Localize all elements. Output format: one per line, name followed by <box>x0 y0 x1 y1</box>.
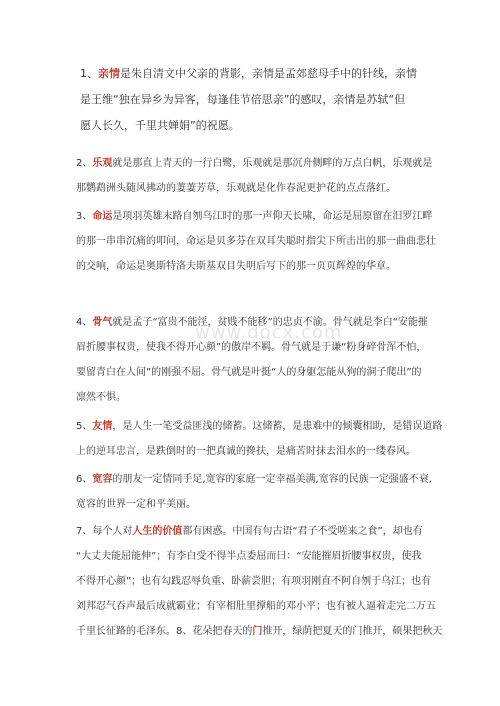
item-number: 6、 <box>76 474 93 485</box>
line-text: 就是孟子“富贵不能淫，贫贱不能移”的忠贞不渝。骨气就是李白“安能摧 <box>112 317 428 328</box>
text-line <box>76 414 448 439</box>
text-line: 那鹦鹉洲头随风拂动的萋萋芳草，乐观就是化作春泥更护花的点点落红。 <box>76 183 396 194</box>
paragraph-family-love <box>80 61 440 139</box>
item-number: 4、 <box>76 317 93 328</box>
item-number: 2、 <box>76 158 93 169</box>
text-line: 宽容的世界一定和平美丽。 <box>76 499 196 510</box>
keyword-highlight: 门 <box>252 626 263 637</box>
line-text: 千里长征路的毛泽东。8、花朵把春天的 <box>76 626 253 637</box>
paragraph-optimism <box>76 151 448 201</box>
line-text: 是项羽英雄末路自刎乌江时的那一声仰天长啸，命运是屈原留在汨罗江畔 <box>112 211 433 222</box>
keyword-highlight: 命运 <box>92 211 113 222</box>
keyword-highlight: 宽容 <box>92 474 113 485</box>
text-line: 不得开心颜”；也有勾践忍辱负重、卧薪尝胆；有项羽刚直不阿自刎于乌江；也有 <box>76 576 432 587</box>
keyword-highlight: 骨气 <box>92 317 113 328</box>
line-text: 就是那直上青天的一行白鹭，乐观就是那沉舟侧畔的万点白帆，乐观就是 <box>112 158 433 169</box>
line-text: ，是人生一笔受益匪浅的储蓄。这储蓄，是患难中的倾囊相助，是错误道路 <box>112 421 443 432</box>
text-line <box>76 204 448 229</box>
line-text: 都有困惑。中国有句古语“君子不受嗟来之食”，却也有 <box>182 526 423 537</box>
text-line: 的那一串串沉痛的叩问，命运是贝多芬在双耳失聪时指尖下所击出的那一曲曲悲壮 <box>76 236 436 247</box>
text-line: 是王维“独在异乡为异客，每逢佳节倍思亲”的感叹，亲情是苏轼“但 <box>80 93 406 106</box>
text-line: 要留青白在人间”的刚强不屈。骨气就是叶挺“人的身躯怎能从狗的洞子爬出”的 <box>76 367 422 378</box>
paragraph-friendship <box>76 414 448 464</box>
paragraph-destiny <box>76 204 448 279</box>
line-text: 是朱自清文中父亲的背影，亲情是孟郊慈母手中的针线，亲情 <box>120 67 417 80</box>
item-number: 1、 <box>80 67 98 80</box>
watermark: www.docx.com <box>195 322 343 343</box>
item-number: 5、 <box>76 421 93 432</box>
text-line: 刘邦忍气吞声最后成就霸业；有宰相肚里撑船的邓小平；也有被人逼着走完二万五 <box>76 601 436 612</box>
text-line <box>76 310 448 335</box>
text-line: 的交响，命运是奥斯特洛夫斯基双目失明后写下的那一页页辉煌的华章。 <box>76 261 396 272</box>
text-line: 上的逆耳忠言，是跌倒时的一把真诚的搀扶，是痛苦时抹去泪水的一缕春风。 <box>76 446 416 457</box>
item-number: 3、 <box>76 211 93 222</box>
text-line: 凛然不惧。 <box>76 392 126 403</box>
line-text: 的朋友一定情同手足,宽容的家庭一定幸福美满,宽容的民族一定强盛不衰, <box>112 474 432 485</box>
text-line <box>80 61 440 87</box>
paragraph-life-value <box>76 519 448 644</box>
text-line <box>76 151 448 176</box>
text-line: “大丈夫能屈能伸”；有李白受不得半点委屈而曰：“安能摧眉折腰事权贵，使我 <box>76 551 422 562</box>
keyword-highlight: 乐观 <box>92 158 113 169</box>
keyword-highlight: 亲情 <box>98 67 120 80</box>
paragraph-tolerance <box>76 467 448 517</box>
text-line <box>76 519 448 544</box>
paragraph-integrity <box>76 310 448 410</box>
text-line: 愿人长久，千里共婵娟”的祝愿。 <box>80 119 240 132</box>
keyword-highlight: 友情 <box>92 421 113 432</box>
text-line: 眉折腰事权贵，使我不得开心颜”的傲岸不羁。骨气就是于谦“粉身碎骨浑不怕， <box>76 342 427 353</box>
line-text: 每个人对 <box>92 526 133 537</box>
keyword-highlight: 人生的价值 <box>132 526 183 537</box>
line-text: 推开，绿荫把夏天的门推开，硕果把秋天 <box>262 626 443 637</box>
item-number: 7、 <box>76 526 93 537</box>
text-line <box>76 467 448 492</box>
text-line <box>76 619 448 644</box>
